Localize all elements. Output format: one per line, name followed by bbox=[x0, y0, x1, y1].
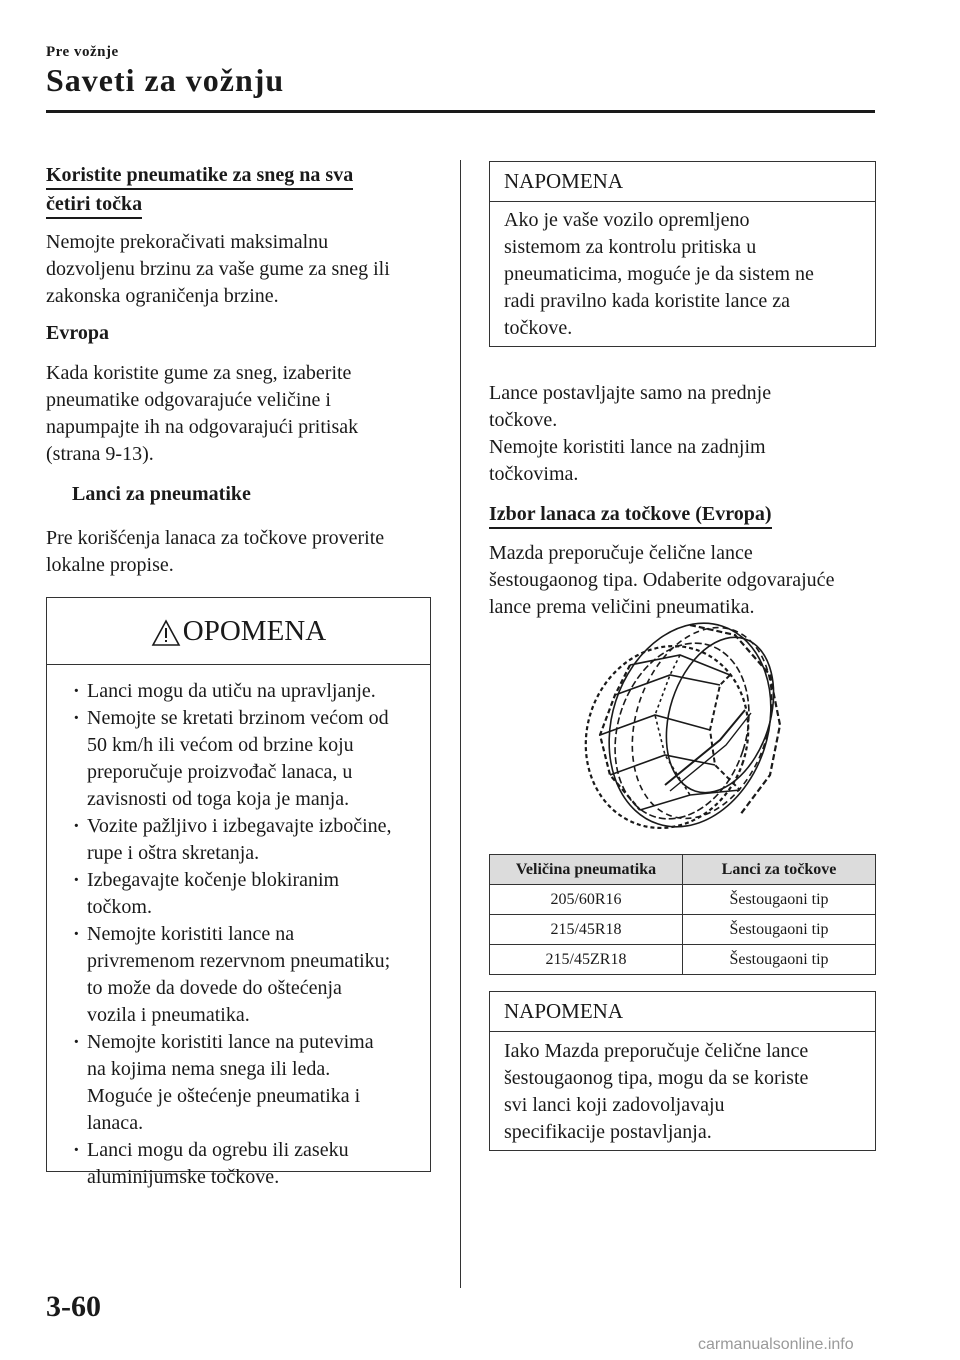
warning-box bbox=[46, 597, 431, 1188]
table-cell: Šestougaoni tip bbox=[683, 885, 876, 915]
note-box-chain-spec bbox=[489, 991, 876, 1151]
heading-tire-chains: Lanci za pneumatike bbox=[72, 483, 251, 505]
warning-item: · Lanci mogu da utiču na upravljanje. bbox=[47, 678, 430, 705]
warning-item: · Nemojte koristiti lance na putevima na kojima nema snega ili leda. Moguće je oštećenje pneumatika i lanaca. bbox=[47, 1029, 430, 1137]
text-line: Iako Mazda preporučuje čelične lance bbox=[504, 1040, 809, 1062]
table-row bbox=[490, 915, 876, 945]
label-europe: Evropa bbox=[46, 322, 109, 344]
paragraph-front-wheels bbox=[489, 380, 771, 488]
tire-chain-illustration bbox=[570, 615, 795, 835]
chapter-title: Saveti za vožnju bbox=[46, 62, 285, 98]
heading-snow-tires-line2: četiri točka bbox=[46, 193, 142, 219]
warning-item: · Vozite pažljivo i izbegavajte izbočine, rupe i oštra skretanja. bbox=[47, 813, 430, 867]
table-cell: Šestougaoni tip bbox=[683, 915, 876, 945]
page-number: 3-60 bbox=[46, 1290, 101, 1323]
text-line: šestougaonog tipa, mogu da se koriste bbox=[504, 1067, 809, 1089]
text-line: pneumatike odgovarajuće veličine i bbox=[46, 389, 331, 411]
table-row bbox=[490, 945, 876, 975]
paragraph-local-rules bbox=[46, 525, 384, 579]
text-line: točkove. bbox=[489, 409, 558, 431]
table-cell: 215/45R18 bbox=[490, 915, 683, 945]
header-rule bbox=[46, 110, 875, 113]
text-line: specifikacije postavljanja. bbox=[504, 1121, 712, 1143]
text-line: Lance postavljajte samo na prednje bbox=[489, 382, 772, 404]
text-line: Nemojte koristiti lance na zadnjim bbox=[489, 436, 766, 458]
section-label: Pre vožnje bbox=[46, 44, 119, 60]
table-cell: Šestougaoni tip bbox=[683, 945, 876, 975]
warning-item: · Lanci mogu da ogrebu ili zaseku aluminijumske točkove. bbox=[47, 1137, 430, 1191]
table-cell: 215/45ZR18 bbox=[490, 945, 683, 975]
tire-chain-table bbox=[489, 854, 876, 975]
watermark: carmanualsonline.info bbox=[698, 1336, 854, 1353]
text-line: svi lanci koji zadovoljavaju bbox=[504, 1094, 725, 1116]
text-line: sistemom za kontrolu pritiska u bbox=[504, 236, 757, 258]
text-line: Kada koristite gume za sneg, izaberite bbox=[46, 362, 352, 384]
table-row bbox=[490, 885, 876, 915]
warning-header bbox=[47, 598, 430, 665]
text-line: radi pravilno kada koristite lance za bbox=[504, 290, 790, 312]
column-divider bbox=[460, 160, 461, 1288]
text-line: točkovima. bbox=[489, 463, 579, 485]
note-title: NAPOMENA bbox=[490, 162, 875, 202]
note-box-tpms bbox=[489, 161, 876, 347]
note-title: NAPOMENA bbox=[490, 992, 875, 1032]
heading-chain-selection-text: Izbor lanaca za točkove (Evropa) bbox=[489, 503, 772, 529]
text-line: (strana 9-13). bbox=[46, 443, 154, 465]
note-body bbox=[490, 202, 875, 342]
text-line: zakonska ograničenja brzine. bbox=[46, 285, 279, 307]
text-line: Nemojte prekoračivati maksimalnu bbox=[46, 231, 329, 253]
text-line: šestougaonog tipa. Odaberite odgovarajuće bbox=[489, 569, 835, 591]
heading-chain-selection bbox=[489, 501, 772, 529]
paragraph-europe bbox=[46, 360, 358, 468]
paragraph-hexagonal bbox=[489, 540, 834, 621]
text-line: Pre korišćenja lanaca za točkove proverite bbox=[46, 527, 385, 549]
text-line: lance prema veličini pneumatika. bbox=[489, 596, 755, 618]
warning-triangle-icon bbox=[151, 619, 181, 647]
warning-title: OPOMENA bbox=[182, 615, 327, 647]
table-header-row bbox=[490, 855, 876, 885]
heading-snow-tires-line1: Koristite pneumatike za sneg na sva bbox=[46, 164, 353, 190]
text-line: Mazda preporučuje čelične lance bbox=[489, 542, 753, 564]
text-line: Ako je vaše vozilo opremljeno bbox=[504, 209, 750, 231]
text-line: dozvoljenu brzinu za vaše gume za sneg ili bbox=[46, 258, 390, 280]
warning-list bbox=[47, 678, 430, 1191]
paragraph-speed bbox=[46, 229, 390, 310]
table-cell: 205/60R16 bbox=[490, 885, 683, 915]
text-line: točkove. bbox=[504, 317, 573, 339]
text-line: napumpajte ih na odgovarajući pritisak bbox=[46, 416, 359, 438]
table-header-tire-size: Veličina pneumatika bbox=[490, 855, 683, 885]
warning-item: · Nemojte koristiti lance na privremenom rezervnom pneumatiku; to može da dovede do oštećenja vozila i pneumatika. bbox=[47, 921, 430, 1029]
text-line: pneumaticima, moguće je da sistem ne bbox=[504, 263, 814, 285]
note-body bbox=[490, 1032, 875, 1146]
table-header-chains: Lanci za točkove bbox=[683, 855, 876, 885]
text-line: lokalne propise. bbox=[46, 554, 174, 576]
warning-item: · Nemojte se kretati brzinom većom od 50 km/h ili većom od brzine koju preporučuje proizvođač lanaca, u zavisnosti od toga koja je manja. bbox=[47, 705, 430, 813]
heading-snow-tires bbox=[46, 162, 353, 219]
warning-item: · Izbegavajte kočenje blokiranim točkom. bbox=[47, 867, 430, 921]
